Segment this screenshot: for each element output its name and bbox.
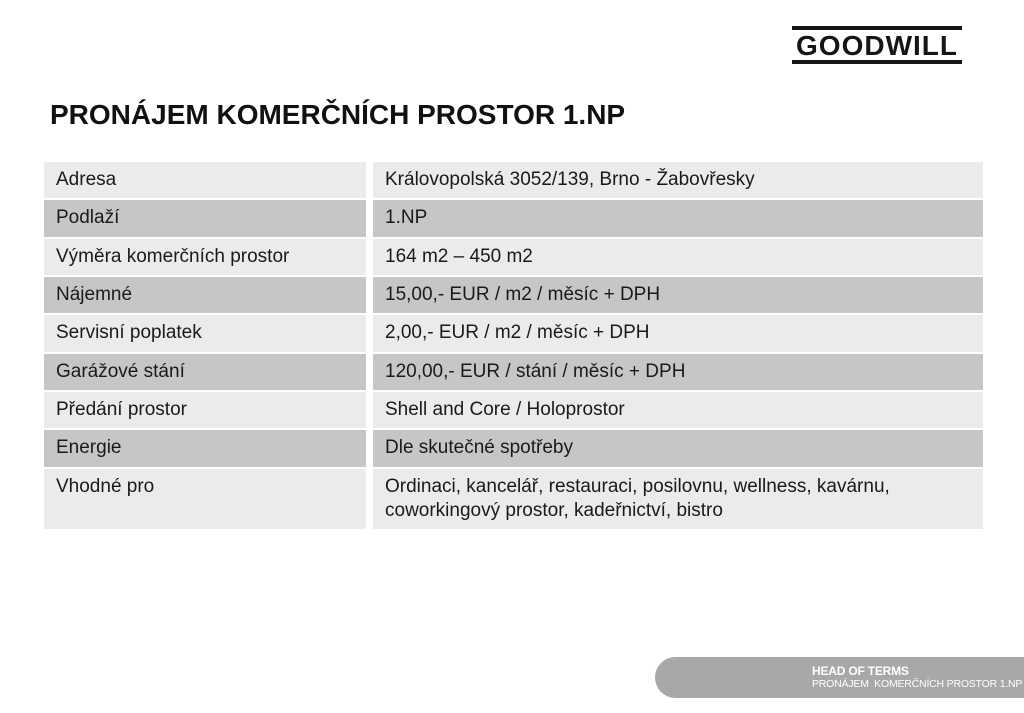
row-value: 120,00,- EUR / stání / měsíc + DPH (373, 354, 983, 390)
row-value: Královopolská 3052/139, Brno - Žabovřesky (373, 162, 983, 198)
row-label: Podlaží (44, 200, 366, 236)
row-value: 2,00,- EUR / m2 / měsíc + DPH (373, 315, 983, 351)
table-row (44, 354, 983, 390)
row-label: Servisní poplatek (44, 315, 366, 351)
row-value: 164 m2 – 450 m2 (373, 239, 983, 275)
table-row (44, 162, 983, 198)
row-label: Garážové stání (44, 354, 366, 390)
table-row (44, 430, 983, 466)
goodwill-logo: GOODWILL (792, 26, 962, 64)
row-value: Ordinaci, kancelář, restauraci, posilovnu, wellness, kavárnu, coworkingový prostor, kadeřnictví, bistro (373, 469, 983, 530)
row-value: Dle skutečné spotřeby (373, 430, 983, 466)
row-value: 1.NP (373, 200, 983, 236)
table-row (44, 315, 983, 351)
table-row (44, 200, 983, 236)
terms-table (44, 162, 983, 529)
row-label: Předání prostor (44, 392, 366, 428)
footer-bar (655, 657, 1024, 698)
row-label: Nájemné (44, 277, 366, 313)
footer-subheading: PRONÁJEM KOMERČNÍCH PROSTOR 1.NP (812, 678, 1023, 691)
row-label: Vhodné pro (44, 469, 366, 530)
row-label: Energie (44, 430, 366, 466)
table-row (44, 392, 983, 428)
table-row (44, 239, 983, 275)
footer-heading: HEAD OF TERMS (812, 664, 909, 678)
row-label: Adresa (44, 162, 366, 198)
table-row (44, 469, 983, 530)
row-value: Shell and Core / Holoprostor (373, 392, 983, 428)
row-value: 15,00,- EUR / m2 / měsíc + DPH (373, 277, 983, 313)
page-title: PRONÁJEM KOMERČNÍCH PROSTOR 1.NP (50, 99, 626, 130)
table-row (44, 277, 983, 313)
row-label: Výměra komerčních prostor (44, 239, 366, 275)
